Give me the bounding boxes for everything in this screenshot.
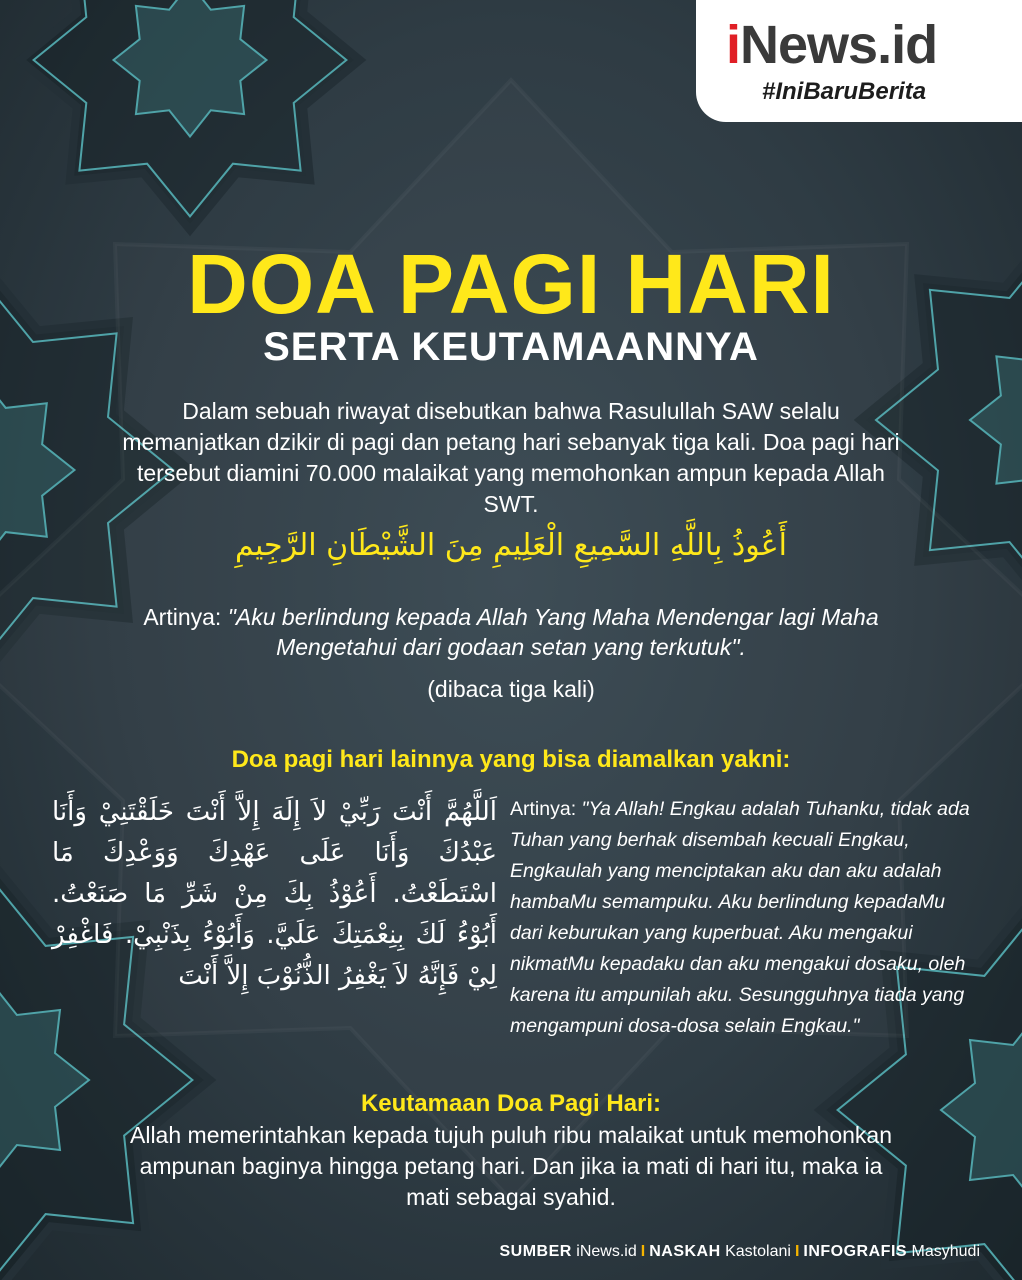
footer-separator: I bbox=[794, 1243, 800, 1260]
doa1-arti-label: Artinya: bbox=[143, 604, 228, 630]
logo-i: i bbox=[726, 15, 741, 75]
footer-sumber: iNews.id bbox=[576, 1243, 637, 1260]
footer-credits bbox=[499, 1243, 980, 1261]
footer-infografis: Masyhudi bbox=[911, 1243, 980, 1260]
doa1-arti-text: "Aku berlindung kepada Allah Yang Maha Mendengar lagi Maha Mengetahui dari godaan setan yang terkutuk". bbox=[227, 604, 879, 660]
logo-text: News.id bbox=[740, 15, 938, 75]
keutamaan-heading: Keutamaan Doa Pagi Hari: bbox=[360, 1090, 662, 1117]
doa2-arti-label: Artinya: bbox=[510, 798, 582, 820]
inews-logo[interactable] bbox=[696, 0, 1022, 122]
logo-wordmark bbox=[726, 14, 937, 76]
footer-naskah: Kastolani bbox=[725, 1243, 791, 1260]
keutamaan-text: Allah memerintahkan kepada tujuh puluh ribu malaikat untuk memohonkan ampunan baginya hingga petang hari. Dan jika ia mati di hari itu, maka ia mati sebagai syahid. bbox=[130, 1122, 893, 1210]
doa1-arabic: أَعُوذُ بِاللَّهِ السَّمِيعِ الْعَلِيمِ مِنَ الشَّيْطَانِ الرَّجِيمِ bbox=[234, 528, 788, 563]
doa2-arabic: اَللَّهُمَّ أَنْتَ رَبِّيْ لاَ إِلَهَ إِلاَّ أَنْتَ خَلَقْتَنِيْ وَأَنَا عَبْدُكَ وَأَنَا عَلَى عَهْدِكَ وَوَعْدِكَ مَا اسْتَطَعْتُ. أَعُوْذُ بِكَ مِنْ شَرِّ مَا صَنَعْتُ. أَبُوْءُ لَكَ بِنِعْمَتِكَ عَلَيَّ. وَأَبُوْءُ بِذَنْبِيْ. فَاغْفِرْ لِيْ فَإِنَّهُ لاَ يَغْفِرُ الذُّنُوْبَ إِلاَّ أَنْتَ bbox=[52, 797, 497, 991]
footer-separator: I bbox=[640, 1243, 646, 1260]
footer-infografis-label: INFOGRAFIS bbox=[803, 1243, 908, 1260]
footer-naskah-label: NASKAH bbox=[649, 1243, 721, 1260]
page-title: DOA PAGI HARI bbox=[187, 237, 835, 331]
doa1-note: (dibaca tiga kali) bbox=[427, 676, 595, 702]
page-subtitle: SERTA KEUTAMAANNYA bbox=[263, 325, 759, 369]
doa2-arti-text: "Ya Allah! Engkau adalah Tuhanku, tidak ada Tuhan yang berhak disembah kecuali Engkau, Engkaulah yang menciptakan aku dan aku adalah hambaMu semampuku. Aku berlindung kepadaMu dari keburukan yang kuperbuat. Aku mengakui nikmatMu kepadaku dan aku mengakui dosaku, oleh karena itu ampunilah aku. Sesungguhnya tiada yang mengampuni dosa-dosa selain Engkau." bbox=[510, 798, 970, 1037]
doa1-translation bbox=[140, 602, 882, 662]
logo-tagline: #IniBaruBerita bbox=[762, 78, 927, 105]
footer-sumber-label: SUMBER bbox=[499, 1243, 572, 1260]
doa2-translation bbox=[510, 794, 980, 1042]
intro-paragraph: Dalam sebuah riwayat disebutkan bahwa Rasulullah SAW selalu memanjatkan dzikir di pagi dan petang hari sebanyak tiga kali. Doa pagi hari tersebut diamini 70.000 malaikat yang memohonkan ampun kepada Allah SWT. bbox=[122, 398, 900, 517]
doa2-heading: Doa pagi hari lainnya yang bisa diamalkan yakni: bbox=[231, 746, 791, 773]
